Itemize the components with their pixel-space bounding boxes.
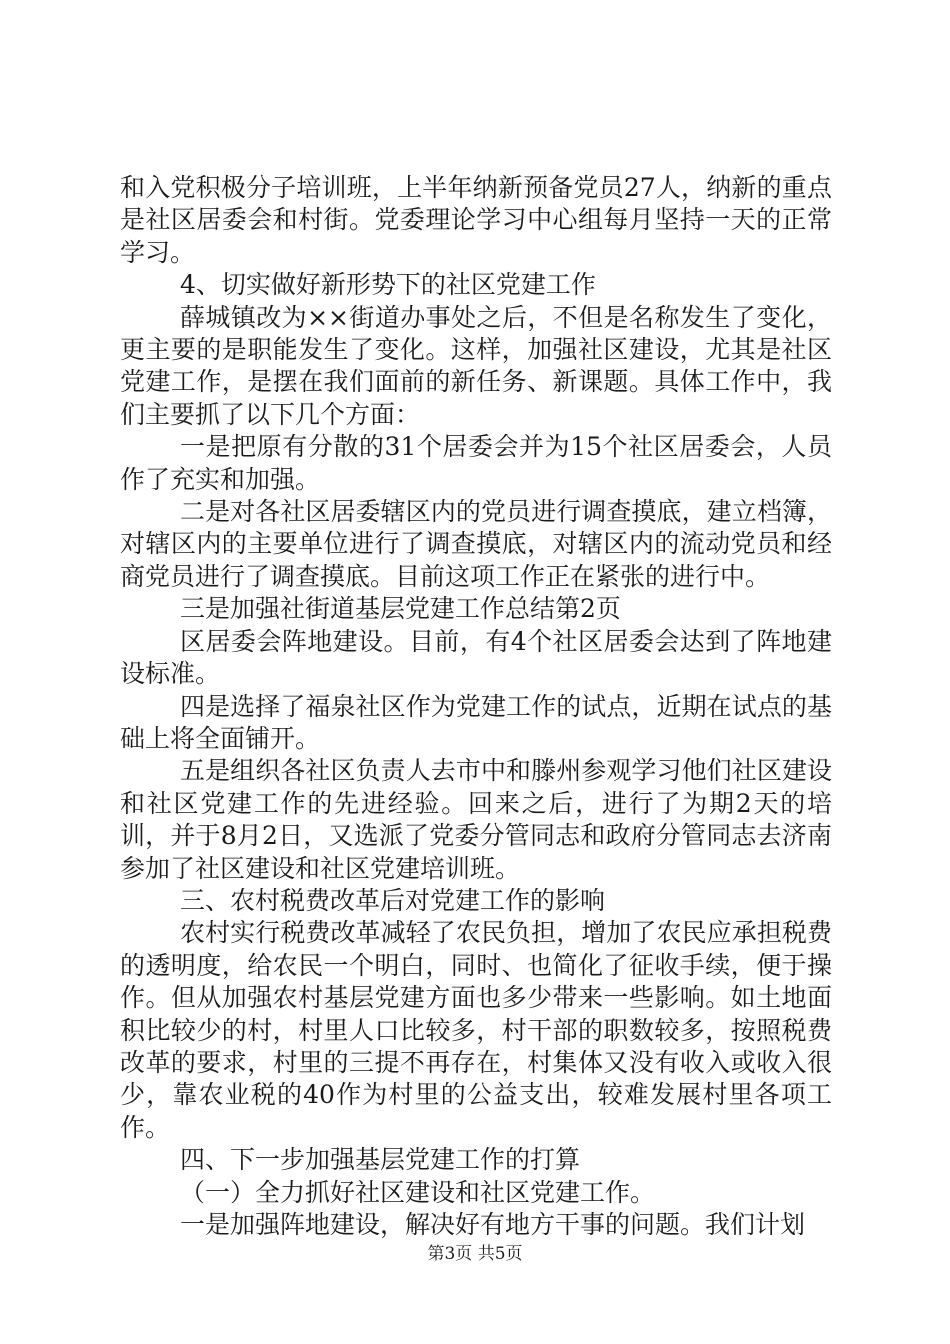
section-heading-4: 四、下一步加强基层党建工作的打算: [180, 1145, 581, 1175]
paragraph-3: 薛城镇改为××街道办事处之后，不但是名称发生了变化，更主要的是职能发生了变化。这样，加强社区建设，尤其是社区党建工作，是摆在我们面前的新任务、新课题。具体工作中，我们主要抓了以下几个方面：: [120, 302, 832, 429]
paragraph-9: 五是组织各社区负责人去市中和滕州参观学习他们社区建设和社区党建工作的先进经验。回来之后，进行了为期2天的培训，并于8月2日，又选派了党委分管同志和政府分管同志去济南参加了社区建设和社区党建培训班。: [120, 756, 832, 883]
section-heading-3: 三、农村税费改革后对党建工作的影响: [180, 885, 606, 915]
paragraph-1: 和入党积极分子培训班，上半年纳新预备党员27人，纳新的重点是社区居委会和村街。党委理论学习中心组每月坚持一天的正常学习。: [120, 173, 832, 267]
page-footer: 第3页 共5页: [427, 1244, 523, 1264]
paragraph-2: 4、切实做好新形势下的社区党建工作: [180, 270, 596, 300]
paragraph-8: 四是选择了福泉社区作为党建工作的试点，近期在试点的基础上将全面铺开。: [120, 691, 832, 753]
paragraph-6: 三是加强社街道基层党建工作总结第2页: [180, 594, 621, 624]
paragraph-4: 一是把原有分散的31个居委会并为15个社区居委会，人员作了充实和加强。: [120, 432, 832, 494]
paragraph-14: 一是加强阵地建设，解决好有地方干事的问题。我们计划: [180, 1210, 806, 1239]
document-body: [120, 172, 832, 1241]
paragraph-5: 二是对各社区居委辖区内的党员进行调查摸底，建立档簿，对辖区内的主要单位进行了调查摸底，对辖区内的流动党员和经商党员进行了调查摸底。目前这项工作正在紧张的进行中。: [120, 497, 832, 591]
subsection-heading-1: （一）全力抓好社区建设和社区党建工作。: [180, 1177, 656, 1207]
paragraph-7: 区居委会阵地建设。目前，有4个社区居委会达到了阵地建设标准。: [120, 626, 832, 689]
paragraph-11: 农村实行税费改革减轻了农民负担，增加了农民应承担税费的透明度，给农民一个明白，同时、也简化了征收手续，便于操作。但从加强农村基层党建方面也多少带来一些影响。如土地面积比较少的村，村里人口比较多，村干部的职数较多，按照税费改革的要求，村里的三提不再存在，村集体又没有收入或收入很少，靠农业税的40作为村里的公益支出，较难发展村里各项工作。: [120, 918, 832, 1142]
